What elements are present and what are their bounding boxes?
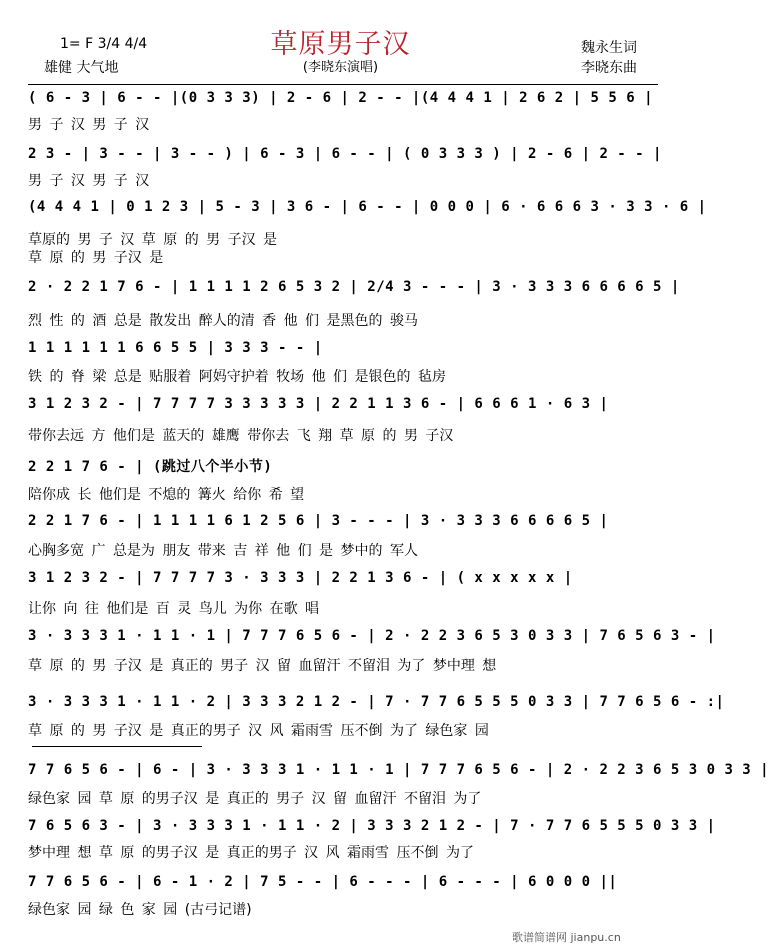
lyric-line: 心胸多宽 广 总是为 朋友 带来 吉 祥 他 们 是 梦中的 军人 (28, 543, 418, 559)
site-watermark: 歌谱简谱网 jianpu.cn (512, 931, 621, 944)
music-line: 2 3 - | 3 - - | 3 - - ) | 6 - 3 | 6 - - | ( 0 3 3 3 ) | 2 - 6 | 2 - - | (28, 146, 662, 162)
key-signature: 1= F 3/4 4/4 (60, 36, 148, 52)
music-line: 2 · 2 2 1 7 6 - | 1 1 1 1 2 6 5 3 2 | 2/4 3 - - - | 3 · 3 3 3 6 6 6 6 5 | (28, 279, 680, 295)
lyric-line: 男 子 汉 男 子 汉 (28, 117, 150, 133)
lyric-line: 男 子 汉 男 子 汉 (28, 173, 150, 189)
lyric-line: 绿色家 园 草 原 的男子汉 是 真正的 男子 汉 留 血留汗 不留泪 为了 (28, 791, 482, 807)
music-line: 3 · 3 3 3 1 · 1 1 · 1 | 7 7 7 6 5 6 - | 2 · 2 2 3 6 5 3 0 3 3 | 7 6 5 6 3 - | (28, 628, 716, 644)
lyric-line: 草原的 男 子 汉 草 原 的 男 子汉 是 (28, 232, 278, 248)
lyric-line: 铁 的 脊 梁 总是 贴服着 阿妈守护着 牧场 他 们 是银色的 毡房 (28, 369, 446, 385)
music-line: 7 7 6 5 6 - | 6 - 1 · 2 | 7 5 - - | 6 - - - | 6 - - - | 6 0 0 0 || (28, 874, 618, 890)
lyric-line: 梦中理 想 草 原 的男子汉 是 真正的男子 汉 风 霜雨雪 压不倒 为了 (28, 845, 474, 861)
lyric-line: 绿色家 园 绿 色 家 园 (古弓记谱) (28, 902, 252, 918)
lyricist-credit: 魏永生词 (581, 40, 637, 56)
page-title: 草原男子汉 (270, 29, 411, 60)
composer-credit: 李晓东曲 (581, 60, 637, 76)
music-line: 7 7 6 5 6 - | 6 - | 3 · 3 3 3 1 · 1 1 · 1 | 7 7 7 6 5 6 - | 2 · 2 2 3 6 5 3 0 3 3 | (28, 762, 769, 778)
music-line: 2 2 1 7 6 - | (跳过八个半小节) (28, 459, 273, 475)
volta-bracket (32, 746, 202, 747)
music-line: 3 1 2 3 2 - | 7 7 7 7 3 3 3 3 3 | 2 2 1 1 3 6 - | 6 6 6 1 · 6 3 | (28, 396, 609, 412)
top-rule (28, 84, 658, 85)
tempo-marking: 雄健 大气地 (44, 60, 119, 76)
lyric-line: 让你 向 往 他们是 百 灵 鸟儿 为你 在歌 唱 (28, 601, 320, 617)
music-line: 7 6 5 6 3 - | 3 · 3 3 3 1 · 1 1 · 2 | 3 3 3 2 1 2 - | 7 · 7 7 6 5 5 5 0 3 3 | (28, 818, 716, 834)
performer-note: (李晓东演唱) (302, 60, 379, 75)
lyric-line: 草 原 的 男 子汉 是 真正的男子 汉 风 霜雨雪 压不倒 为了 绿色家 园 (28, 723, 489, 739)
lyric-line: 陪你成 长 他们是 不熄的 篝火 给你 希 望 (28, 487, 305, 503)
music-line: 3 · 3 3 3 1 · 1 1 · 2 | 3 3 3 2 1 2 - | 7 · 7 7 6 5 5 5 0 3 3 | 7 7 6 5 6 - :| (28, 694, 725, 710)
lyric-line: 烈 性 的 酒 总是 散发出 醉人的清 香 他 们 是黑色的 骏马 (28, 313, 418, 329)
music-line: 1 1 1 1 1 1 6 6 5 5 | 3 3 3 - - | (28, 340, 323, 356)
lyric-line: 草 原 的 男 子汉 是 真正的 男子 汉 留 血留汗 不留泪 为了 梦中理 想 (28, 658, 497, 674)
music-line: 2 2 1 7 6 - | 1 1 1 1 6 1 2 5 6 | 3 - - - | 3 · 3 3 3 6 6 6 6 5 | (28, 513, 609, 529)
music-line: 3 1 2 3 2 - | 7 7 7 7 3 · 3 3 3 | 2 2 1 3 6 - | ( x x x x x | (28, 570, 573, 586)
music-line: (4 4 4 1 | 0 1 2 3 | 5 - 3 | 3 6 - | 6 - - | 0 0 0 | 6 · 6 6 6 3 · 3 3 · 6 | (28, 199, 707, 215)
lyric-line: 草 原 的 男 子汉 是 (28, 250, 164, 266)
music-line: ( 6 - 3 | 6 - - |(0 3 3 3) | 2 - 6 | 2 - - |(4 4 4 1 | 2 6 2 | 5 5 6 | (28, 90, 654, 106)
lyric-line: 带你去远 方 他们是 蓝天的 雄鹰 带你去 飞 翔 草 原 的 男 子汉 (28, 428, 454, 444)
